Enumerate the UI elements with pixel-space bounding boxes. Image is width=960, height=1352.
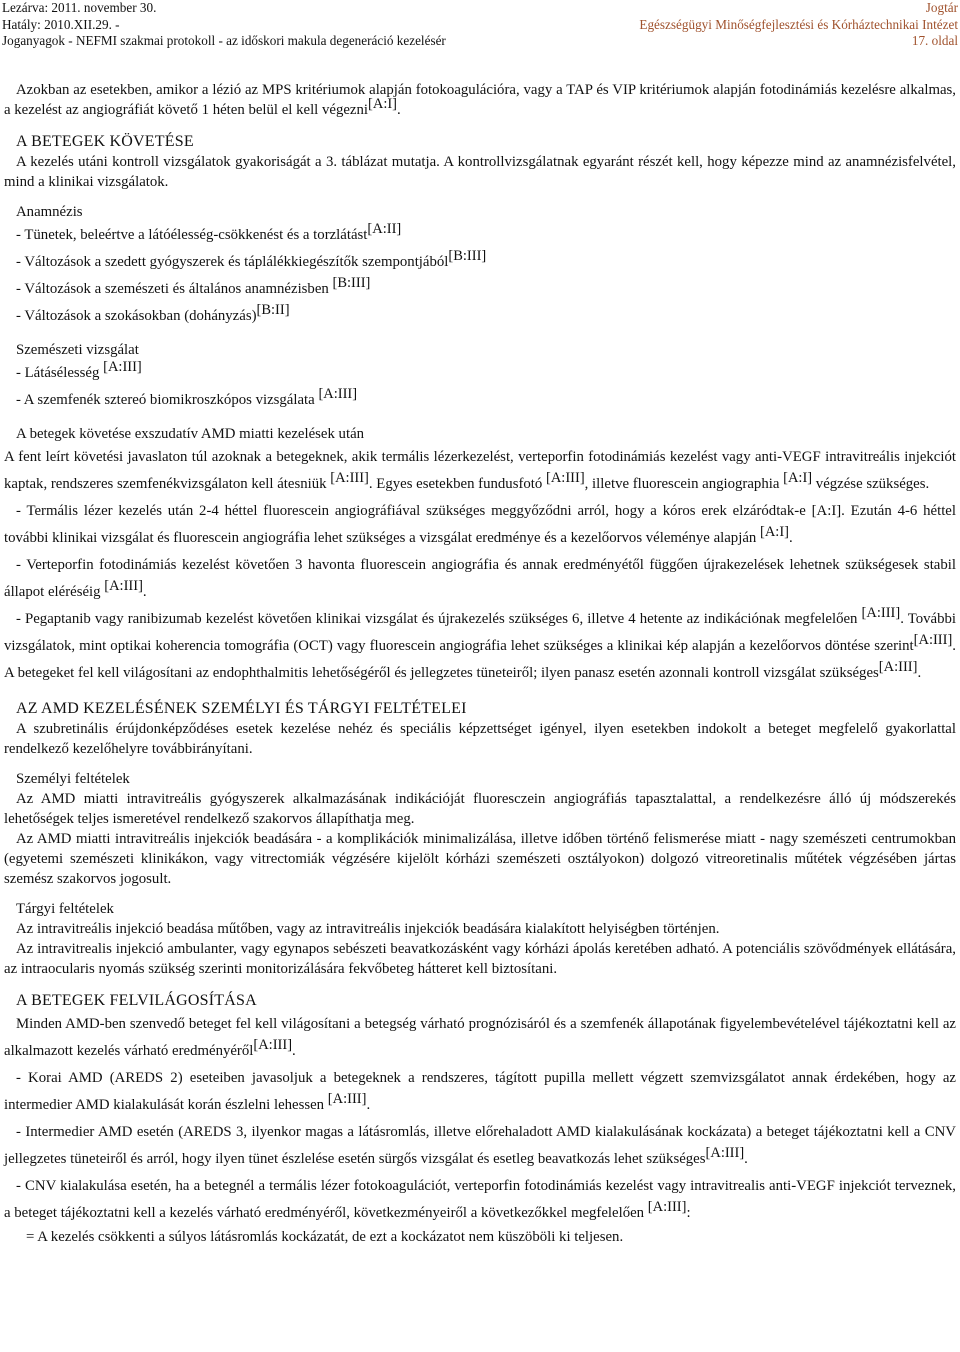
section-heading-patient-info: A BETEGEK FELVILÁGOSÍTÁSA: [16, 992, 257, 1009]
evidence-ref: [A:III]: [546, 469, 585, 486]
evidence-ref: [A:II]: [367, 220, 402, 237]
paragraph-photocoagulation: Azokban az esetekben, amikor a lézió az MPS kritériumok alapján fotokoagulációra, vagy a TAP és VIP kritériumok alapján fotodinámiás kezelésre alkalmas, a kezelést az angiográfiát követő 1 héten belül el kell végezni[A:I].: [4, 82, 956, 118]
header-closed-date: Lezárva: 2011. november 30.: [2, 0, 157, 15]
subheading-followup-after-treatment: A betegek követése exszudatív AMD miatti kezelések után: [16, 426, 365, 442]
paragraph-control-exams: A kezelés utáni kontroll vizsgálatok gyakoriságát a 3. táblázat mutatja. A kontrollvizsgálatnak egyaránt részét kell, hogy képezze mind az anamnézisfelvétel, mind a klinikai vizsgálatok.: [4, 154, 956, 190]
list-item: - Tünetek, beleértve a látóélesség-csökkenést és a torzlátást[A:II]: [16, 220, 402, 243]
paragraph-thermal-laser: - Termális lézer kezelés után 2-4 héttel fluorescein angiográfiával szükséges meggyőződni arról, hogy a kóros erek elzáródtak-e [A:I]. Ezután 4-6 héttel további klinikai vizsgálat és fluorescein angiográfia lehet szükséges a vizsgálat eredménye és a kezelőorvos véleménye alapján [A:I].: [4, 503, 956, 546]
list-item: - Változások a szemészeti és általános anamnézisben [B:III]: [16, 274, 371, 297]
list-item: - A szemfenék sztereó biomikroszkópos vizsgálata [A:III]: [16, 385, 358, 408]
evidence-ref: [B:III]: [448, 247, 487, 264]
paragraph-operating-room: Az intravitreális injekció beadása műtőben, vagy az intravitreális injekciók beadására kialakított helyiségben történjen.: [16, 921, 720, 937]
subheading-eye-exam: Szemészeti vizsgálat: [16, 342, 139, 358]
evidence-ref: [A:I]: [783, 469, 813, 486]
document-body: [4, 80, 956, 1247]
subheading-anamnesis: Anamnézis: [16, 204, 83, 220]
paragraph-followup: A fent leírt követési javaslaton túl azoknak a betegeknek, akik termális lézerkezelést, verteporfin fotodinámiás kezelést vagy anti-VEGF intravitreális injekciót kaptak, rendszeres szemfenékvizsgálaton kell átesniük [A:III]. Egyes esetekben fundusfotó [A:III], illetve fluorescein angiographia [A:I] végzése szükséges.: [4, 449, 956, 492]
list-item: - Változások a szokásokban (dohányzás)[B:II]: [16, 301, 290, 324]
evidence-ref: [A:III]: [253, 1036, 293, 1053]
paragraph-verteporfin: - Verteporfin fotodinámiás kezelést követően 3 havonta fluorescein angiográfia és annak eredményétől függően újrakezelések lehetnek szükségesek stabil állapot eléréséig [A:III].: [4, 557, 956, 600]
section-heading-followup: A BETEGEK KÖVETÉSE: [16, 133, 194, 150]
paragraph-injection-centers: Az AMD miatti intravitreális injekciók beadására - a komplikációk minimalizálása, illetve időben történő felismerése miatt - nagy szemészeti centrumokban (egyetemi szemészeti klinikákon, vagy vitrectomiák végzésére kijelölt kórházi szemészeti osztályokon) dolgozó vitreoretinalis műtétek végzésében jártas szemész szakorvos jogosult.: [4, 831, 956, 887]
evidence-ref: [B:III]: [332, 274, 371, 291]
paragraph-prognosis: Minden AMD-ben szenvedő beteget fel kell világosítani a betegség várható prognózisáról és a szemfenék állapotának figyelembevételével tájékoztatni kell az alkalmazott kezelés várható eredményéről[A:III].: [4, 1016, 956, 1059]
paragraph-indication: Az AMD miatti intravitreális gyógyszerek alkalmazásának indikációját fluoresczein angiográfiás tapasztalattal, a rendelkezésre álló új módszerekés lehetőségek teljes ismeretével rendelkező szakorvos állapíthatja meg.: [4, 791, 956, 827]
paragraph-early-amd: - Korai AMD (AREDS 2) eseteiben javasoljuk a betegeknek a rendszeres, tágított pupilla mellett végzett szemvizsgálatot annak érdekében, hogy az intermedier AMD kialakulását korán észlelni lehessen [A:III].: [4, 1070, 956, 1113]
paragraph-referral: A szubretinális érújdonképződéses esetek kezelése nehéz és speciális képzettséget igényel, ilyen esetekben indokolt a beteget megfelelő gyakorlattal rendelkező kezelőhelyre továbbirányítani.: [4, 721, 956, 757]
evidence-ref: [A:III]: [647, 1198, 687, 1215]
header-institute: Egészségügyi Minőségfejlesztési és Kórháztechnikai Intézet: [639, 16, 958, 32]
header-page-number: 17. oldal: [911, 33, 958, 48]
evidence-ref: [A:III]: [103, 358, 142, 375]
header-brand: Jogtár: [925, 0, 958, 15]
subheading-material-conditions: Tárgyi feltételek: [16, 901, 114, 917]
evidence-ref: [A:III]: [104, 577, 143, 594]
evidence-ref: [A:III]: [878, 658, 918, 675]
evidence-ref: [A:III]: [327, 1090, 367, 1107]
paragraph-risk-note: = A kezelés csökkenti a súlyos látásromlás kockázatát, de ezt a kockázatot nem küszöböli ki teljesen.: [26, 1229, 624, 1245]
list-item: - Változások a szedett gyógyszerek és táplálékkiegészítők szempontjából[B:III]: [16, 247, 487, 270]
evidence-ref: [A:III]: [705, 1144, 745, 1161]
evidence-ref: [A:I]: [368, 95, 398, 112]
evidence-ref: [A:III]: [330, 469, 369, 486]
section-heading-conditions: AZ AMD KEZELÉSÉNEK SZEMÉLYI ÉS TÁRGYI FELTÉTELEI: [16, 700, 467, 717]
paragraph-intermediate-amd: - Intermedier AMD esetén (AREDS 3, ilyenkor magas a látásromlás, illetve előrehaladott AMD kialakulásának kockázata) a beteget tájékoztatni kell a CNV jellegzetes tüneteiről és arról, hogy ilyen tünet észlelése esetén sürgős vizsgálat és esetleg beavatkozás lehet szükséges[A:III].: [4, 1124, 956, 1167]
evidence-ref: [A:III]: [318, 385, 358, 402]
page-header: [0, 0, 960, 52]
evidence-ref: [A:III]: [861, 604, 901, 621]
header-effective-date: Hatály: 2010.XII.29. -: [2, 16, 120, 32]
evidence-ref: [B:II]: [256, 301, 290, 318]
paragraph-ambulatory: Az intravitrealis injekció ambulanter, vagy egynapos sebészeti beavatkozásként vagy kórházi ápolás keretében adható. A potenciális szövődmények ellátására, az intraocularis nyomás szükség szerinti monitorizálására fekvőbeteg hátteret kell biztosítani.: [4, 941, 956, 977]
evidence-ref: [A:I]: [760, 523, 789, 540]
list-item: - Látásélesség [A:III]: [16, 358, 142, 381]
paragraph-anti-vegf: - Pegaptanib vagy ranibizumab kezelést követően klinikai vizsgálat és újrakezelés szükséges 6, illetve 4 hetente az indikációnak megfelelően [A:III]. További vizsgálatok, mint optikai koherencia tomográfia (OCT) vagy fluorescein angiográfia lehet szükséges a klinikai kép alapján a kezelőorvos döntése szerint[A:III]. A betegeket fel kell világosítani az endophthalmitis lehetőségéről és jellegzetes tüneteiről; ilyen panasz esetén azonnali kontroll vizsgálat szükséges[A:III].: [4, 604, 956, 681]
paragraph-cnv: - CNV kialakulása esetén, ha a betegnél a termális lézer fotokoagulációt, verteporfin fotodinámiás kezelést vagy intravitrealis anti-VEGF injekciót terveznek, a beteget tájékoztatni kell a kezelés várható eredményéről, következményeiről a következőkkel megfelelően [A:III]:: [4, 1178, 956, 1221]
header-document-title: Joganyagok - NEFMI szakmai protokoll - az időskori makula degeneráció kezelésér: [2, 33, 446, 48]
subheading-personal-conditions: Személyi feltételek: [16, 771, 130, 787]
evidence-ref: [A:III]: [913, 631, 953, 648]
